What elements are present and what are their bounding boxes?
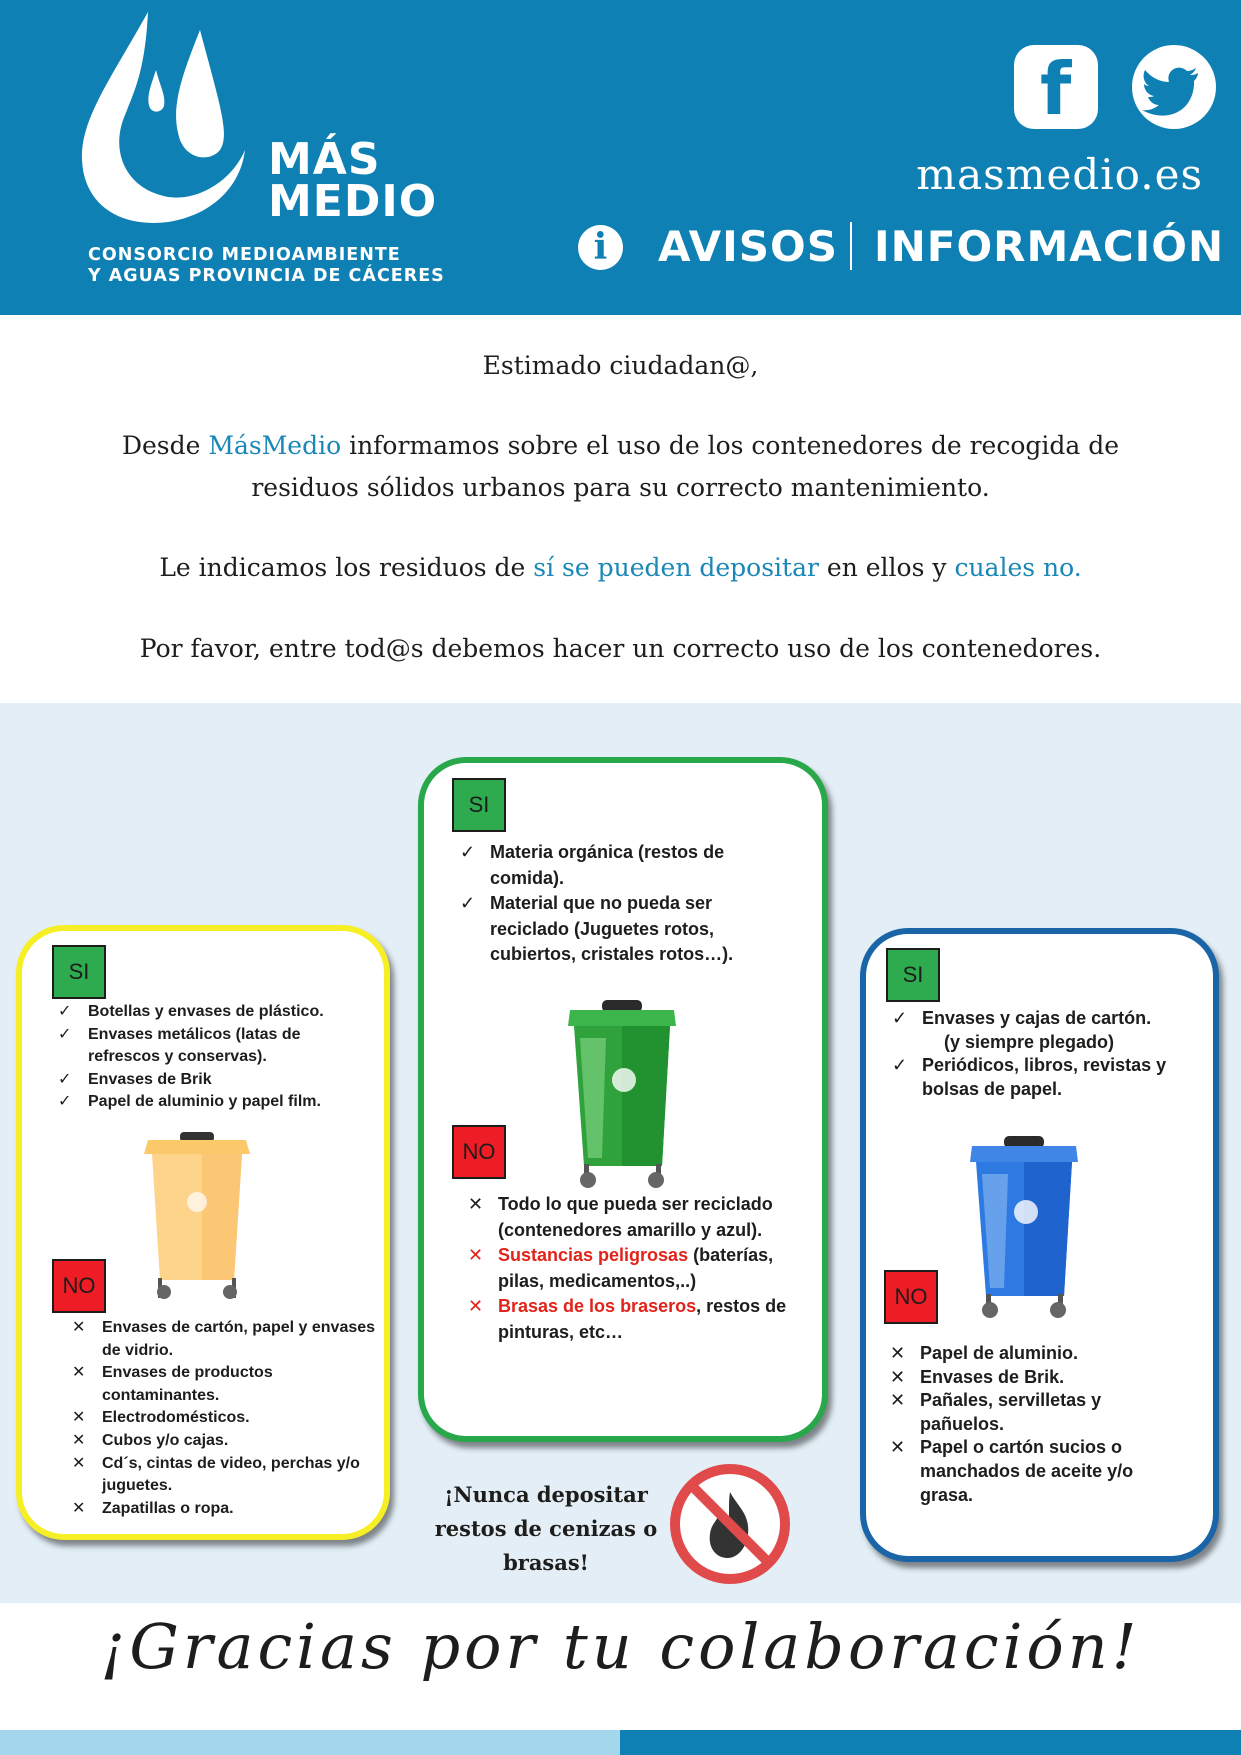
yellow-si-tag: SI [52,945,106,999]
thank-you-message: ¡Gracias por tu colaboración! [100,1610,1141,1683]
yellow-no-tag: NO [52,1259,106,1313]
green-si-list [460,840,780,968]
list-item: ✕ Papel o cartón sucios o manchados de aceite y/o grasa. [890,1437,1134,1505]
list-item: ✕ Todo lo que pueda ser reciclado (contenedores amarillo y azul). [468,1194,773,1240]
site-url[interactable]: masmedio.es [916,150,1203,199]
blue-bin-icon [968,1134,1080,1320]
intro-paragraph-2: Le indicamos los residuos de sí se pueden depositar en ellos y cuales no. [159,553,1082,582]
list-item: ✕ Envases de cartón, papel y envases de vidrio. [72,1319,376,1359]
green-no-tag: NO [452,1125,506,1179]
list-item: ✕ Envases de productos contaminantes. [72,1364,273,1404]
list-item: ✓ Botellas y envases de plástico. [58,1003,324,1020]
list-item: ✓ Materia orgánica (restos de comida). [460,842,725,888]
green-no-list [468,1192,808,1346]
twitter-icon[interactable] [1132,45,1216,129]
water-drop-logo-icon [80,10,280,240]
blue-no-tag: NO [884,1270,938,1324]
list-item: ✕ Sustancias peligrosas (baterías, pilas, medicamentos,..) [468,1245,774,1291]
intro-paragraph-1: Desde MásMedio informamos sobre el uso de los contenedores de recogida de residuos sólidos urbanos para su correcto mantenimiento. [121,431,1120,502]
yellow-bin-icon [142,1132,252,1300]
greeting: Estimado ciudadan@, [482,351,759,380]
brand-name: MásMedio [208,431,342,460]
green-si-tag: SI [452,778,506,832]
list-item: ✕ Electrodomésticos. [72,1409,250,1427]
footer-bar-light [0,1730,620,1755]
list-item: ✕ Zapatillas o ropa. [72,1499,234,1517]
blue-no-list [890,1342,1190,1507]
yellow-si-list [58,1001,368,1114]
list-item: ✓ Envases de Brik [58,1070,212,1088]
list-item: ✓ Envases metálicos (latas de refrescos y conservas). [58,1025,301,1065]
blue-si-tag: SI [886,948,940,1002]
list-item: ✕ Brasas de los braseros, restos de pinturas, etc… [468,1296,787,1342]
logo-subtitle-2: Y AGUAS PROVINCIA DE CÁCERES [88,266,445,286]
list-item: ✕ Envases de Brik. [890,1366,1065,1387]
no-fire-icon [668,1462,792,1586]
facebook-icon[interactable]: f [1014,45,1098,129]
intro-paragraph-3: Por favor, entre tod@s debemos hacer un correcto uso de los contenedores. [139,634,1102,663]
logo-text-medio: MEDIO [268,176,438,227]
list-item: ✓ Envases y cajas de cartón. (y siempre plegado) [892,1008,1152,1052]
list-item: ✕ Papel de aluminio. [890,1343,1079,1363]
nav-informacion: INFORMACIÓN [874,222,1225,271]
info-icon: i [578,225,623,270]
list-item: ✕ Cubos y/o cajas. [72,1431,229,1449]
green-bin-icon [566,998,678,1190]
logo-subtitle-1: CONSORCIO MEDIOAMBIENTE [88,245,401,265]
footer-bar-dark [620,1730,1241,1755]
yellow-no-list [72,1317,382,1520]
nav-avisos: AVISOS [658,222,838,271]
list-item: ✓ Periódicos, libros, revistas y bolsas de papel. [892,1055,1167,1099]
list-item: ✕ Cd´s, cintas de video, perchas y/o juguetes. [72,1454,360,1495]
blue-si-list [892,1007,1182,1101]
logo-text-mas: MÁS [268,134,381,185]
header-banner [0,0,1241,315]
nav-divider [850,222,852,270]
list-item: ✓ Papel de aluminio y papel film. [58,1093,321,1110]
list-item: ✓ Material que no pueda ser reciclado (Juguetes rotos, cubiertos, cristales rotos…). [460,893,734,964]
warning-text: ¡Nunca depositar restos de cenizas o brasas! [434,1482,658,1575]
list-item: ✕ Pañales, servilletas y pañuelos. [890,1390,1102,1434]
